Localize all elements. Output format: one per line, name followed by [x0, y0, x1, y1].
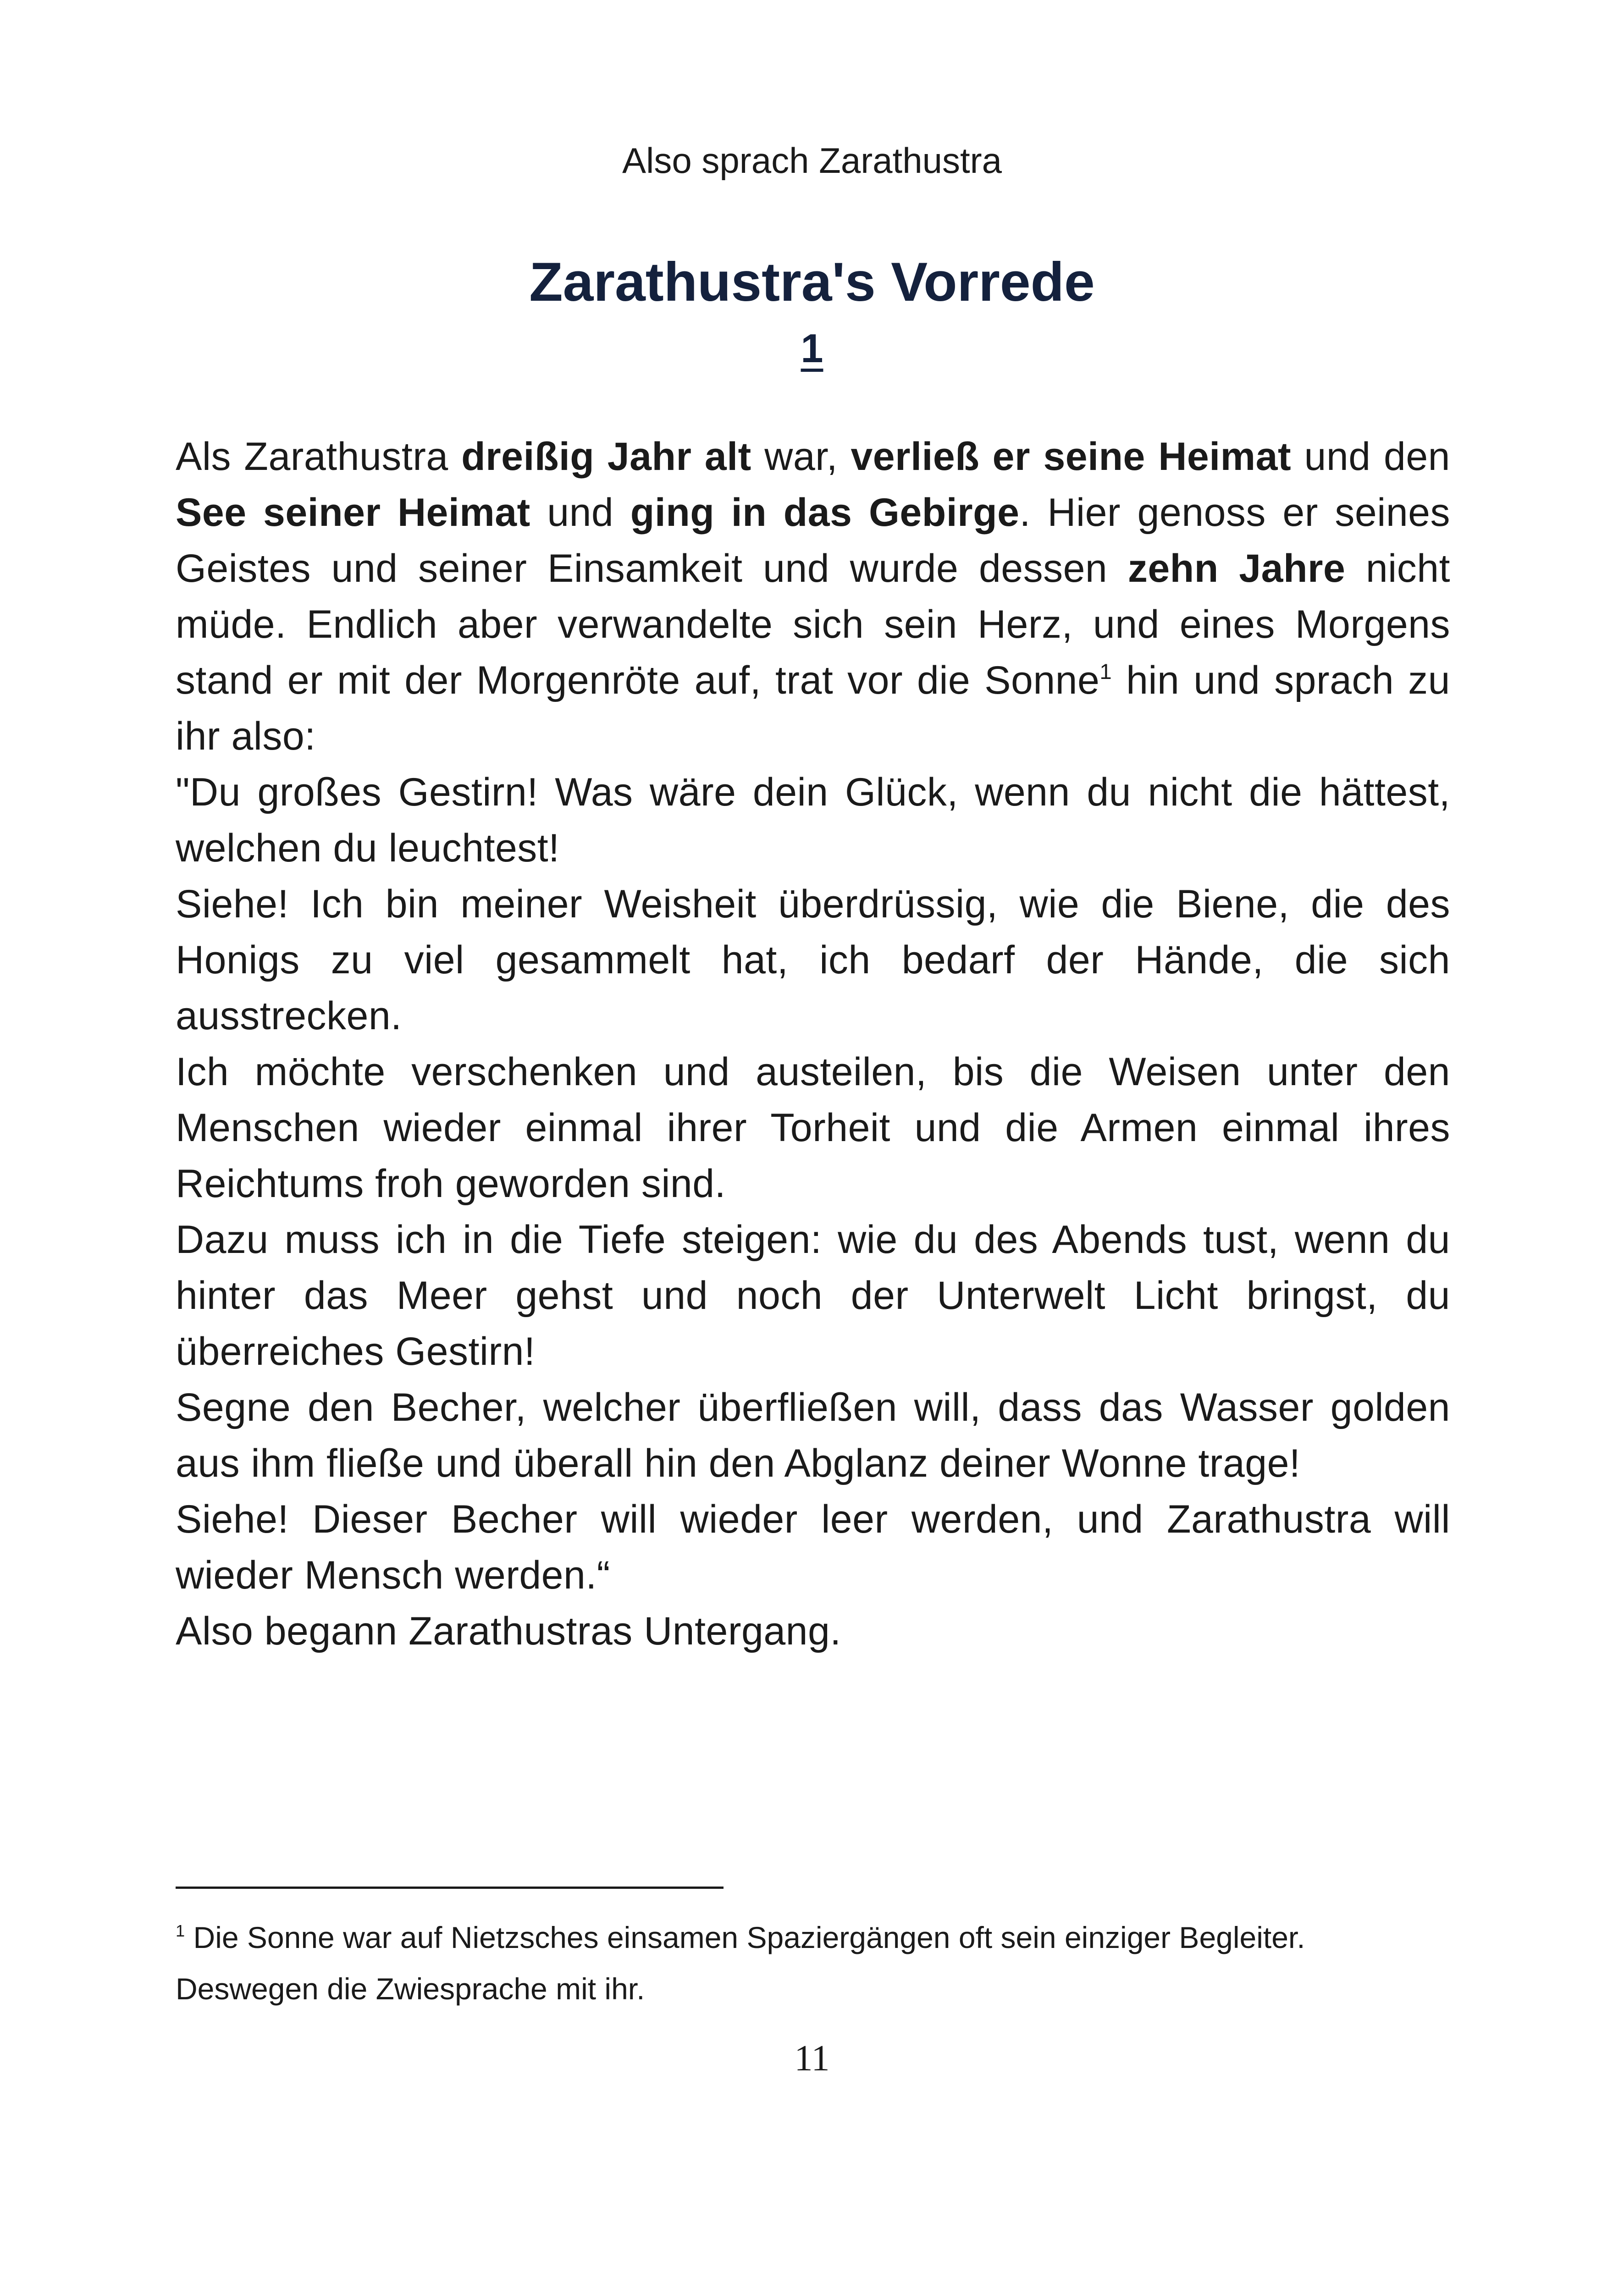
paragraph-7: Siehe! Dieser Becher will wieder leer werden, und Zarathustra will wieder Mensch werden.“: [176, 1497, 1450, 1597]
bold-phrase: dreißig Jahr alt: [461, 435, 751, 479]
paragraph-8: Also begann Zarathustras Untergang.: [176, 1609, 841, 1653]
paragraph-5: Dazu muss ich in die Tiefe steigen: wie du des Abends tust, wenn du hinter das Meer gehst und noch der Unterwelt Licht bringst, du überreiches Gestirn!: [176, 1218, 1450, 1374]
text-run: hin und sprach zu ihr also:: [176, 658, 1450, 758]
bold-phrase: zehn Jahre: [1127, 546, 1346, 590]
text-run: nicht müde. Endlich aber verwandelte sich sein Herz, und eines Morgens stand er mit der Morgenröte auf, trat vor die Sonne: [176, 546, 1450, 702]
text-run: und den: [1291, 435, 1450, 479]
paragraph-4: Ich möchte verschenken und austeilen, bis die Weisen unter den Menschen wieder einmal ihrer Torheit und die Armen einmal ihres Reichtums froh geworden sind.: [176, 1050, 1450, 1206]
text-run: . Hier genoss er seines Geistes und seiner Einsamkeit und wurde dessen: [176, 491, 1451, 590]
footnote-reference[interactable]: 1: [1099, 659, 1112, 684]
paragraph-6: Segne den Becher, welcher überfließen will, dass das Wasser golden aus ihm fließe und überall hin den Abglanz deiner Wonne trage!: [176, 1385, 1450, 1485]
footnote-divider: [176, 1887, 724, 1889]
footnote: [176, 1912, 1414, 2014]
paragraph-1: [176, 429, 1450, 764]
chapter-title: Zarathustra's Vorrede: [529, 251, 1095, 313]
paragraph-3: Siehe! Ich bin meiner Weisheit überdrüssig, wie die Biene, die des Honigs zu viel gesammelt hat, ich bedarf der Hände, die sich ausstrecken.: [176, 882, 1450, 1038]
footnote-marker: 1: [176, 1921, 185, 1941]
text-run: und: [530, 491, 630, 535]
page-number: 11: [794, 2038, 830, 2079]
running-header: Also sprach Zarathustra: [622, 140, 1002, 181]
footnote-text: Die Sonne war auf Nietzsches einsamen Spaziergängen oft sein einziger Begleiter. Deswegen die Zwiesprache mit ihr.: [176, 1920, 1305, 2006]
text-run: Als Zarathustra: [176, 435, 462, 479]
section-number: 1: [801, 326, 823, 371]
paragraph-2: "Du großes Gestirn! Was wäre dein Glück, wenn du nicht die hättest, welchen du leuchtest!: [176, 770, 1450, 870]
bold-phrase: ging in das Gebirge: [630, 491, 1020, 535]
bold-phrase: verließ er seine Heimat: [851, 435, 1292, 479]
text-run: war,: [751, 435, 851, 479]
bold-phrase: See seiner Heimat: [176, 491, 530, 535]
body-text: [176, 429, 1450, 1659]
